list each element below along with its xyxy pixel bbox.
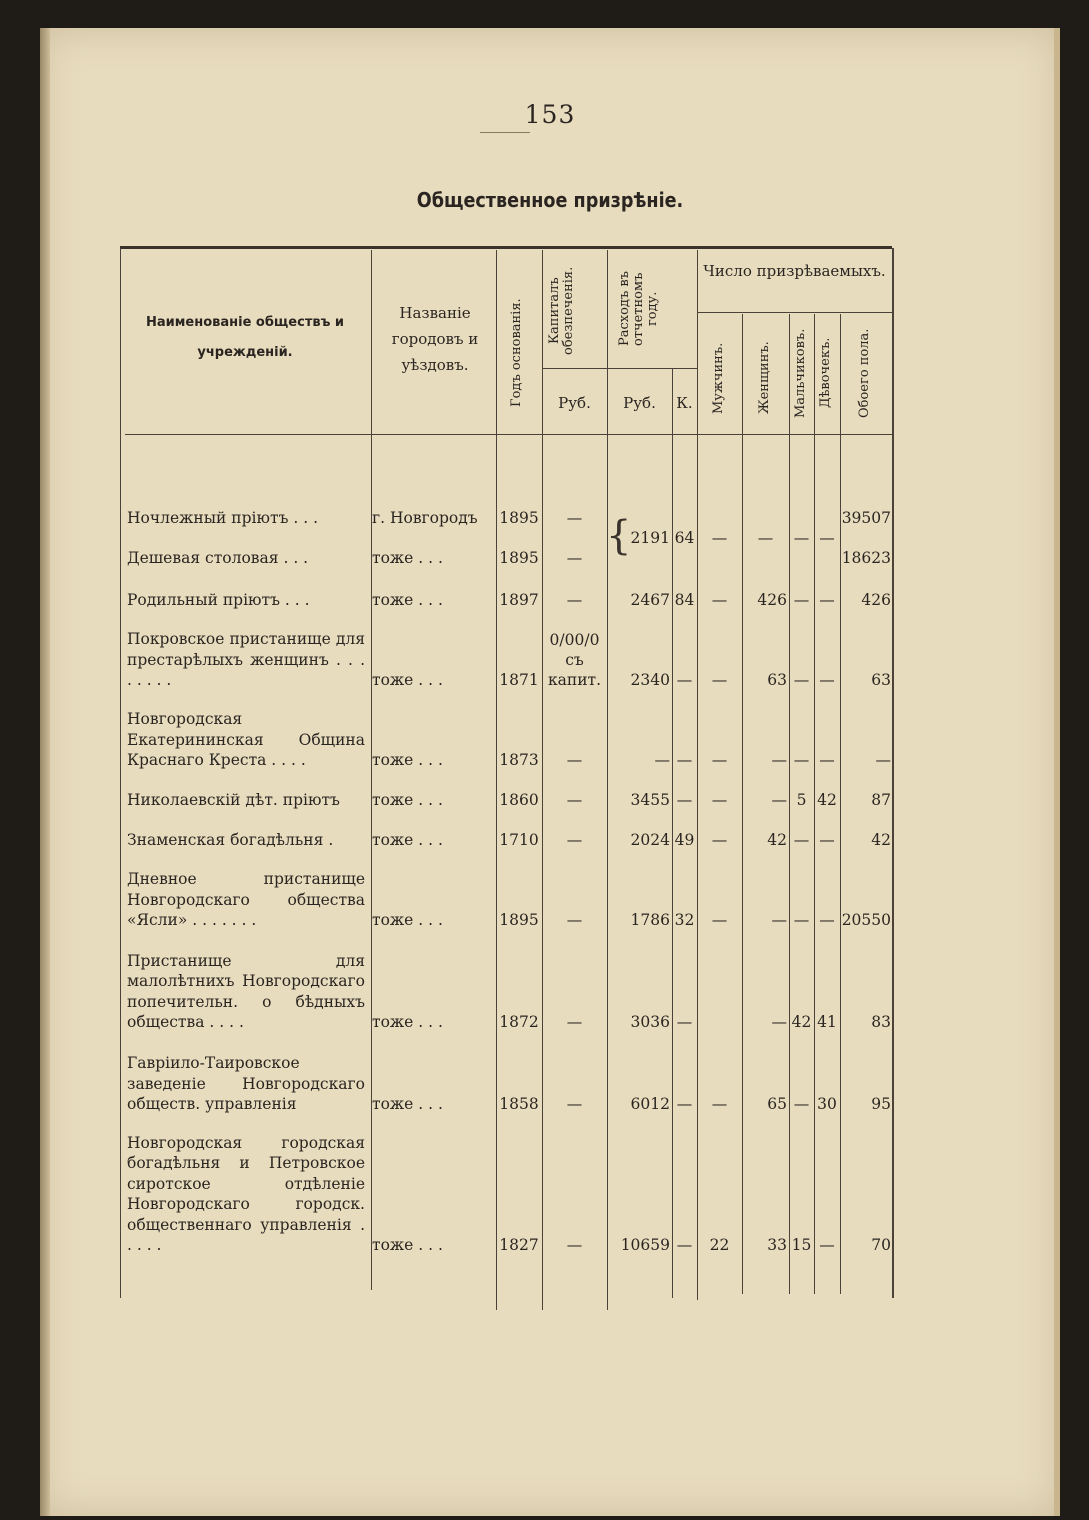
cell-both: 426 (861, 591, 891, 609)
col-line-men (697, 250, 698, 1300)
merged-expense-rub: 2191 (630, 529, 670, 547)
table-right-border (892, 248, 894, 1298)
cell-women: 63 (767, 671, 787, 689)
header-count-group: Число призрѣваемыхъ. (703, 262, 886, 280)
cell-boys: — (793, 591, 810, 609)
cell-both: 83 (871, 1013, 891, 1031)
cell-city: тоже . . . (372, 1236, 443, 1254)
cell-boys: — (793, 751, 810, 769)
merged-girls: — (819, 529, 835, 547)
header-expense: Расходъ въ отчетномъ году. (617, 271, 660, 347)
row-name: Родильный пріютъ . . . (127, 591, 310, 609)
cell-rub: 2340 (630, 671, 670, 689)
cell-capital: 0/00/0 съ капит. (547, 631, 602, 689)
cell-women: — (771, 791, 787, 809)
cell-girls: — (819, 911, 835, 929)
book-page (40, 28, 1060, 1516)
cell-kop: — (676, 1095, 693, 1113)
cell-men: — (711, 831, 728, 849)
cell-city: тоже . . . (372, 911, 443, 929)
cell-both: 63 (871, 671, 891, 689)
page-edge (1054, 28, 1060, 1516)
cell-kop: — (676, 1013, 693, 1031)
count-subheader-rule (697, 312, 892, 313)
page-number-rule (480, 132, 530, 133)
row-name: Новгородская городская богадѣльня и Петровское сиротское отдѣленіе Новгородскаго городск. общественнаго управленія . . . . . (127, 1133, 365, 1254)
merged-men: — (711, 529, 728, 547)
merged-boys: — (793, 529, 810, 547)
cell-kop: — (676, 1236, 693, 1254)
units-rule (542, 368, 697, 369)
cell-city: тоже . . . (372, 751, 443, 769)
cell-year: 1871 (499, 671, 539, 689)
cell-city: тоже . . . (372, 549, 443, 567)
cell-both: 39507 (841, 509, 891, 527)
cell-capital: — (566, 509, 583, 527)
cell-capital: — (566, 1013, 583, 1031)
cell-city: тоже . . . (372, 671, 443, 689)
cell-year: 1872 (499, 1013, 539, 1031)
row-name: Знаменская богадѣльня . (127, 831, 334, 849)
cell-boys: 15 (791, 1236, 812, 1254)
cell-rub: — (654, 751, 670, 769)
header-both: Обоего пола. (857, 328, 872, 418)
cell-women: — (771, 1013, 787, 1031)
cell-women: — (771, 911, 787, 929)
header-expense-rub: Руб. (623, 394, 656, 412)
cell-men: — (711, 671, 728, 689)
cell-capital: — (566, 911, 583, 929)
cell-year: 1895 (499, 509, 539, 527)
cell-women: 65 (767, 1095, 787, 1113)
cell-year: 1895 (499, 911, 539, 929)
cell-girls: 42 (817, 791, 837, 809)
cell-girls: 41 (817, 1013, 837, 1031)
cell-kop: 49 (674, 831, 695, 849)
header-bottom-rule (125, 434, 892, 435)
merge-brace: { (606, 513, 632, 559)
merged-expense-kop: 64 (674, 529, 695, 547)
cell-girls: — (819, 1236, 835, 1254)
header-name: Наименованіе обществъ и учрежденій. (146, 315, 344, 360)
col-line-year (496, 250, 497, 1310)
header-capital: Капиталъ обезпеченія. (547, 266, 576, 355)
cell-both: 18623 (841, 549, 891, 567)
row-name: Дневное пристанище Новгородскаго общества «Ясли» . . . . . . . (127, 870, 365, 929)
cell-city: тоже . . . (372, 591, 443, 609)
cell-boys: 42 (791, 1013, 812, 1031)
header-city: Названіе городовъ и уѣздовъ. (391, 304, 479, 374)
cell-capital: — (566, 1095, 583, 1113)
header-year: Годъ основанія. (509, 298, 524, 408)
cell-year: 1710 (499, 831, 539, 849)
row-name: Гавріило-Таировское заведеніе Новгородскаго обществ. управленія (127, 1054, 365, 1113)
cell-rub: 10659 (620, 1236, 670, 1254)
cell-capital: — (566, 549, 583, 567)
cell-both: 42 (871, 831, 891, 849)
cell-city: тоже . . . (372, 1013, 443, 1031)
cell-rub: 6012 (630, 1095, 670, 1113)
cell-rub: 3036 (630, 1013, 670, 1031)
cell-both: — (875, 751, 891, 769)
cell-kop: — (676, 791, 693, 809)
cell-city: тоже . . . (372, 831, 443, 849)
page-title: Общественное призрѣніе. (416, 188, 684, 212)
header-men: Мужчинъ. (711, 342, 726, 414)
cell-boys: — (793, 1095, 810, 1113)
cell-city: тоже . . . (372, 791, 443, 809)
cell-boys: 5 (796, 791, 807, 809)
header-women: Женщинъ. (757, 341, 772, 415)
cell-city: тоже . . . (372, 1095, 443, 1113)
header-expense-kop: К. (676, 394, 693, 412)
header-boys: Мальчиковъ. (793, 328, 808, 418)
cell-capital: — (566, 791, 583, 809)
cell-kop: 32 (674, 911, 695, 929)
cell-rub: 3455 (630, 791, 670, 809)
cell-year: 1858 (499, 1095, 539, 1113)
cell-kop: 84 (674, 591, 695, 609)
row-name: Новгородская Екатерининская Община Краснаго Креста . . . . (127, 710, 365, 769)
cell-both: 95 (871, 1095, 891, 1113)
cell-girls: — (819, 831, 835, 849)
cell-capital: — (566, 1236, 583, 1254)
cell-both: 70 (871, 1236, 891, 1254)
cell-men: — (711, 591, 728, 609)
cell-rub: 1786 (630, 911, 670, 929)
cell-women: 426 (757, 591, 787, 609)
cell-men: — (711, 911, 728, 929)
header-capital-unit: Руб. (558, 394, 591, 412)
cell-year: 1873 (499, 751, 539, 769)
cell-men: — (711, 1095, 728, 1113)
cell-capital: — (566, 831, 583, 849)
cell-women: 33 (767, 1236, 787, 1254)
row-name: Дешевая столовая . . . (127, 549, 309, 567)
table-top-rule (120, 246, 892, 249)
cell-men: 22 (709, 1236, 730, 1254)
cell-boys: — (793, 671, 810, 689)
row-name: Николаевскій дѣт. пріютъ (127, 791, 340, 809)
cell-girls: 30 (817, 1095, 837, 1113)
row-name: Пристанище для малолѣтнихъ Новгородскаго попечительн. о бѣдныхъ общества . . . . (127, 951, 365, 1031)
cell-year: 1860 (499, 791, 539, 809)
cell-boys: — (793, 831, 810, 849)
page-gutter (40, 28, 50, 1516)
cell-kop: — (676, 671, 693, 689)
cell-girls: — (819, 671, 835, 689)
cell-men: — (711, 791, 728, 809)
page-number: 153 (524, 100, 576, 129)
cell-year: 1827 (499, 1236, 539, 1254)
cell-kop: — (676, 751, 693, 769)
row-name: Ночлежный пріютъ . . . (127, 509, 319, 527)
cell-women: — (771, 751, 787, 769)
cell-city: г. Новгородъ (372, 509, 478, 527)
cell-capital: — (566, 751, 583, 769)
row-name: Покровское пристанище для престарѣлыхъ женщинъ . . . . . . . . (127, 630, 365, 689)
merged-women: — (757, 529, 774, 547)
cell-capital: — (566, 591, 583, 609)
cell-rub: 2024 (630, 831, 670, 849)
cell-women: 42 (767, 831, 787, 849)
cell-girls: — (819, 751, 835, 769)
table-left-border (120, 248, 121, 1298)
cell-girls: — (819, 591, 835, 609)
cell-both: 20550 (841, 911, 891, 929)
cell-boys: — (793, 911, 810, 929)
cell-year: 1897 (499, 591, 539, 609)
cell-both: 87 (871, 791, 891, 809)
cell-year: 1895 (499, 549, 539, 567)
header-girls: Дѣвочекъ. (818, 337, 833, 409)
cell-rub: 2467 (630, 591, 670, 609)
cell-men: — (711, 751, 728, 769)
